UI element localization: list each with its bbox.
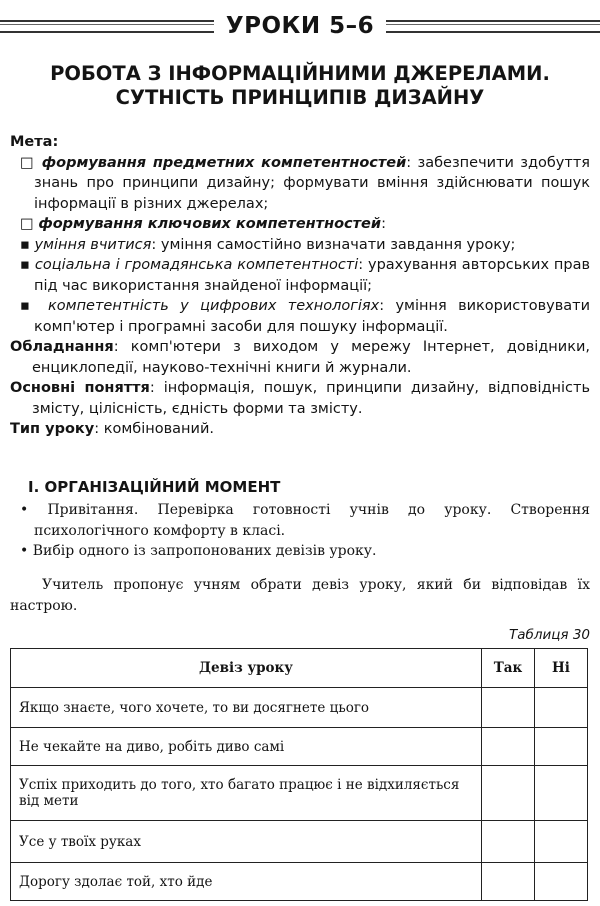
subject-text: : забезпечити здобуття знань про принципи дизайну; формувати вміння здійснювати пошук інформації в різних джерелах; xyxy=(34,154,590,212)
type-text: : комбінований. xyxy=(94,421,214,437)
concepts-text: : інформація, пошук, принципи дизайну, відповідність змісту, цілісність, єдність форми та змісту. xyxy=(32,380,590,417)
section-bullets xyxy=(10,500,590,562)
motto-cell: Дорогу здолає той, хто йде xyxy=(11,863,482,901)
no-cell[interactable] xyxy=(535,728,588,766)
type-label: Тип уроку xyxy=(10,421,95,437)
lesson-type xyxy=(10,419,590,440)
table-caption: Таблиця 30 xyxy=(508,627,590,643)
subject-competence: □ формування предметних компетентностей: забезпечити здобуття знань про принципи дизайну; формувати вміння здійснювати пошук інформації в різних джерелах; xyxy=(20,154,590,212)
motto-cell: Не чекайте на диво, робіть диво самі xyxy=(11,728,482,766)
equipment-text: : комп'ютери з виходом у мережу Інтернет, довідники, енциклопедії, науково-технічні книги й журнали. xyxy=(32,339,590,376)
goal-section: Мета: □ формування предметних компетентностей: забезпечити здобуття знань про принципи дизайну; формувати вміння здійснювати пошук інформації в різних джерелах; □ формування ключових компетентностей: ▪ уміння вчитися: уміння самостійно визначати завдання уроку; ▪ соціальна і громадянська компетентності: урахування авторських прав під час використання знайденої інформації; ▪ компетентність у цифрових технологіях: уміння використовувати комп'ютер і програмні засоби для пошуку інформації. Обладнання: комп'ютери з виходом у мережу Інтернет, довідники, енциклопедії, науково-технічні книги й журнали. Основні поняття: інформація, пошук, принципи дизайну, відповідність змісту, цілісність, єдність форми та змісту. Тип уроку: комбінований. xyxy=(10,132,590,440)
no-cell[interactable] xyxy=(535,688,588,728)
table-row xyxy=(11,728,588,766)
no-cell[interactable] xyxy=(535,863,588,901)
header-no: Ні xyxy=(535,649,588,688)
yes-cell[interactable] xyxy=(482,766,535,821)
yes-cell[interactable] xyxy=(482,863,535,901)
header-motto: Девіз уроку xyxy=(11,649,482,688)
no-cell[interactable] xyxy=(535,766,588,821)
bullet-item: • Вибір одного із запропонованих девізів уроку. xyxy=(20,543,377,559)
table-header-row xyxy=(11,649,588,688)
concepts-label: Основні поняття xyxy=(10,380,150,396)
lesson-number: УРОКИ 5–6 xyxy=(225,13,375,39)
concepts xyxy=(10,378,590,419)
header-rule-right xyxy=(386,20,600,33)
table-row xyxy=(11,766,588,821)
goal-item: ▪ компетентність у цифрових технологіях: уміння використовувати комп'ютер і програмні засоби для пошуку інформації. xyxy=(20,298,591,335)
yes-cell[interactable] xyxy=(482,688,535,728)
goal-item-text: : урахування авторських прав під час використання знайденої інформації; xyxy=(34,257,591,294)
no-cell[interactable] xyxy=(535,821,588,863)
header-rule-left xyxy=(0,20,214,33)
motto-cell: Успіх приходить до того, хто багато працює і не відхиляється від мети xyxy=(11,766,482,821)
yes-cell[interactable] xyxy=(482,728,535,766)
title-line-2: СУТНІСТЬ ПРИНЦИПІВ ДИЗАЙНУ xyxy=(115,86,485,109)
key-competence: □ формування ключових компетентностей: xyxy=(20,216,386,232)
motto-cell: Якщо знаєте, чого хочете, то ви досягнете цього xyxy=(11,688,482,728)
header-yes: Так xyxy=(482,649,535,688)
intro-paragraph: Учитель пропонує учням обрати девіз уроку, який би відповідав їх настрою. xyxy=(10,577,590,614)
goal-item-label: соціальна і громадянська компетентності xyxy=(34,257,359,273)
goal-item-label: компетентність у цифрових технологіях xyxy=(48,298,380,314)
goal-label: Мета xyxy=(10,134,53,150)
table-row xyxy=(11,863,588,901)
bullet-item: • Привітання. Перевірка готовності учнів до уроку. Створення психологічного комфорту в класі. xyxy=(20,502,590,539)
bullet-text: Вибір одного із запропонованих девізів уроку. xyxy=(32,543,377,559)
lesson-title xyxy=(0,62,600,110)
goal-item-text: : уміння використовувати комп'ютер і програмні засоби для пошуку інформації. xyxy=(34,298,591,335)
key-label: формування ключових компетентностей xyxy=(38,216,382,232)
bullet-text: Привітання. Перевірка готовності учнів до уроку. Створення психологічного комфорту в класі. xyxy=(34,502,590,539)
goal-item-label: уміння вчитися xyxy=(34,236,152,253)
equipment-label: Обладнання xyxy=(10,339,114,355)
lesson-header xyxy=(0,8,600,44)
goal-item: ▪ соціальна і громадянська компетентності: урахування авторських прав під час використання знайденої інформації; xyxy=(20,257,591,294)
subject-label: формування предметних компетентностей xyxy=(41,154,407,171)
table-row xyxy=(11,688,588,728)
equipment xyxy=(10,337,590,378)
motto-table xyxy=(10,648,588,901)
section-heading: І. ОРГАНІЗАЦІЙНИЙ МОМЕНТ xyxy=(28,478,281,496)
title-line-1: РОБОТА З ІНФОРМАЦІЙНИМИ ДЖЕРЕЛАМИ. xyxy=(50,62,550,85)
goal-item-text: : уміння самостійно визначати завдання уроку; xyxy=(151,236,516,253)
motto-cell: Усе у твоїх руках xyxy=(11,821,482,863)
goal-item: ▪ уміння вчитися: уміння самостійно визначати завдання уроку; xyxy=(20,236,516,253)
yes-cell[interactable] xyxy=(482,821,535,863)
table-row xyxy=(11,821,588,863)
